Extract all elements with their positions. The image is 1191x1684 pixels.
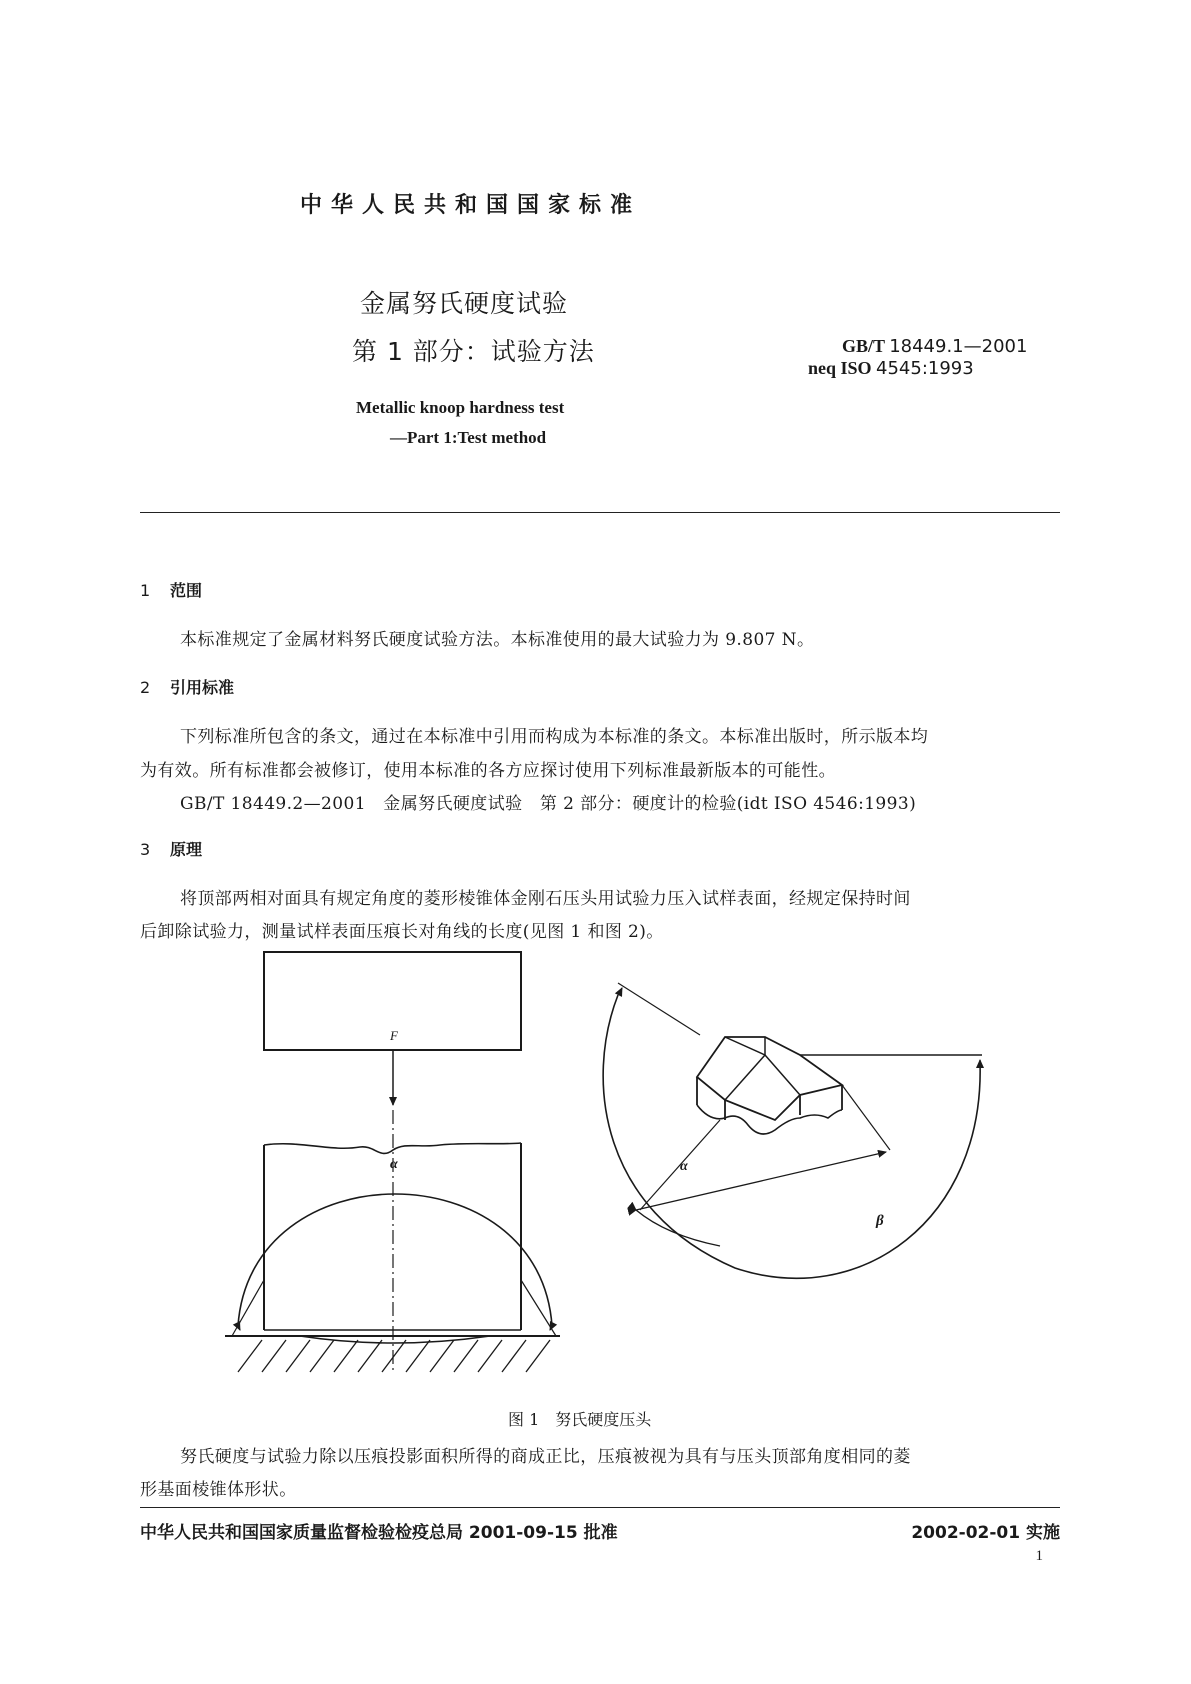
english-subtitle: —Part 1:Test method bbox=[390, 428, 547, 447]
effective-date: 2002-02-01 实施 bbox=[911, 1523, 1060, 1543]
footer-divider bbox=[140, 1507, 1060, 1508]
national-standard-heading: 中华人民共和国国家标准 bbox=[300, 193, 642, 218]
section-1-paragraph: 本标准规定了金属材料努氏硬度试验方法。本标准使用的最大试验力为 9.807 N。 bbox=[180, 630, 815, 650]
document-title: 金属努氏硬度试验 bbox=[360, 289, 569, 318]
section-3-paragraph-line2: 后卸除试验力，测量试样表面压痕长对角线的长度(见图 1 和图 2)。 bbox=[140, 922, 664, 942]
beta-label: β bbox=[876, 1213, 884, 1229]
section-2-paragraph-line2: 为有效。所有标准都会被修订，使用本标准的各方应探讨使用下列标准最新版本的可能性。 bbox=[140, 761, 836, 781]
section-2-title: 引用标准 bbox=[170, 678, 235, 697]
force-label: F bbox=[390, 1028, 398, 1043]
specimen-hatching bbox=[238, 1340, 550, 1372]
section-1-number: 1 bbox=[140, 581, 151, 600]
section-2-paragraph-line1: 下列标准所包含的条文，通过在本标准中引用而构成为本标准的条文。本标准出版时，所示版本均 bbox=[180, 727, 929, 747]
section-3-title: 原理 bbox=[170, 840, 203, 859]
pyramid-drawing bbox=[603, 983, 982, 1278]
alpha-label-left: α bbox=[390, 1157, 398, 1172]
alpha-label-right: α bbox=[680, 1159, 688, 1174]
figure-1-caption: 图 1 努氏硬度压头 bbox=[508, 1410, 652, 1429]
section-2-number: 2 bbox=[140, 678, 151, 697]
section-3-paragraph-line1: 将顶部两相对面具有规定角度的菱形棱锥体金刚石压头用试验力压入试样表面，经规定保持时间 bbox=[180, 889, 911, 909]
alpha-dimension-arrow bbox=[636, 1152, 886, 1210]
standard-code-prefix: GB/T bbox=[842, 336, 885, 356]
equivalent-number: 4545:1993 bbox=[876, 358, 974, 379]
post-figure-line2: 形基面棱锥体形状。 bbox=[140, 1480, 297, 1500]
post-figure-line1: 努氏硬度与试验力除以压痕投影面积所得的商成正比，压痕被视为具有与压头顶部角度相同的菱 bbox=[180, 1447, 911, 1467]
issuing-authority: 中华人民共和国国家质量监督检验检疫总局 2001-09-15 批准 bbox=[140, 1523, 618, 1543]
document-subtitle: 第 1 部分：试验方法 bbox=[352, 337, 595, 366]
english-title: Metallic knoop hardness test bbox=[356, 398, 565, 417]
section-1-title: 范围 bbox=[170, 581, 203, 600]
standard-code-number: 18449.1—2001 bbox=[889, 336, 1028, 357]
alpha-arc-left bbox=[238, 1194, 552, 1326]
equivalent-prefix: neq ISO bbox=[808, 358, 872, 378]
beta-arc bbox=[603, 995, 980, 1278]
section-3-number: 3 bbox=[140, 840, 151, 859]
page-number: 1 bbox=[1035, 1548, 1043, 1564]
section-2-reference: GB/T 18449.2—2001 金属努氏硬度试验 第 2 部分：硬度计的检验(idt ISO 4546:1993) bbox=[180, 794, 917, 814]
